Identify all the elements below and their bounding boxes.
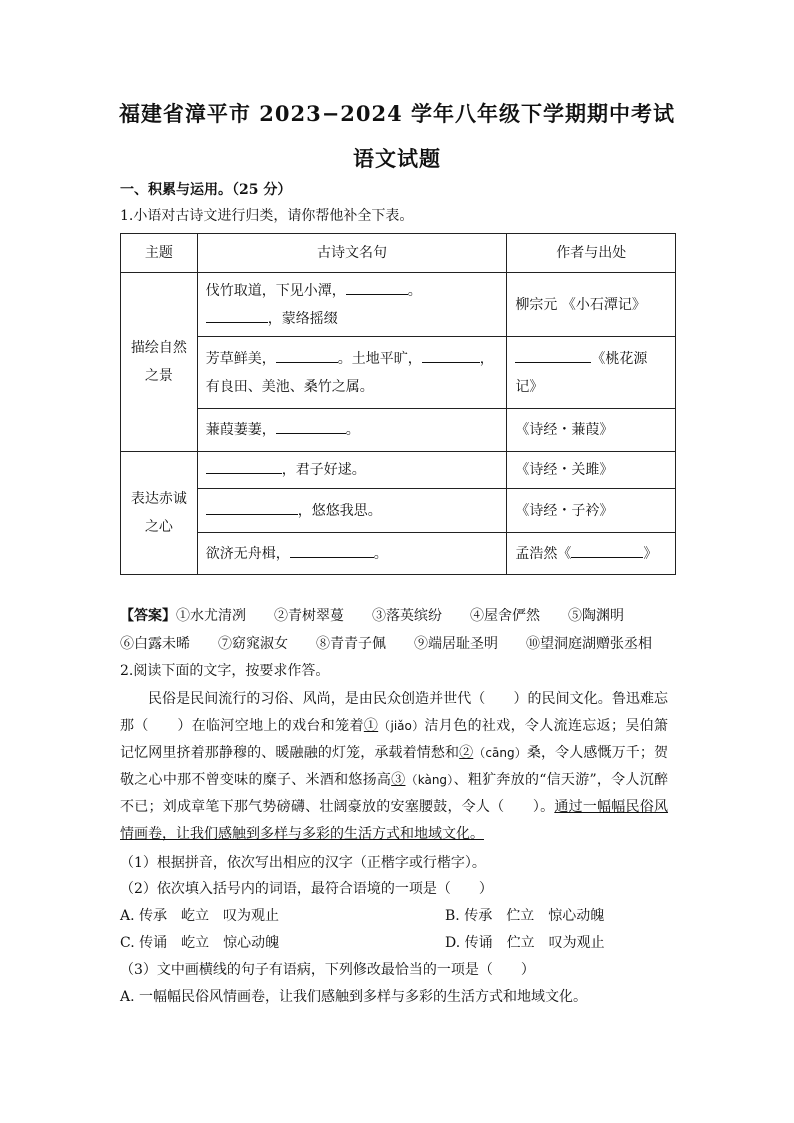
answer-item: ⑥白露未晞 bbox=[120, 636, 190, 652]
option-a: A. 传承 屹立 叹为观止 bbox=[120, 908, 280, 924]
lines-cell: ，悠悠我思。 bbox=[197, 489, 507, 533]
answer-line-1 bbox=[120, 606, 624, 626]
answer-item: ③落英缤纷 bbox=[372, 608, 442, 624]
answer-blank bbox=[571, 543, 643, 558]
page-subtitle: 语文试题 bbox=[353, 146, 441, 171]
table-row bbox=[121, 533, 676, 575]
answer-blank bbox=[515, 348, 591, 363]
pinyin: （cāng） bbox=[473, 746, 527, 760]
sub-question-2: （2）依次填入括号内的词语，最符合语境的一项是（ ） bbox=[120, 881, 493, 897]
sub-3-option-a: A. 一幅幅民俗风情画卷，让我们感触到多样与多彩的生活方式和地域文化。 bbox=[120, 989, 588, 1005]
lines-cell: ，君子好逑。 bbox=[197, 452, 507, 489]
lines-cell: 芳草鲜美， 。土地平旷， ， 有良田、美池、桑竹之属。 bbox=[197, 337, 507, 409]
sub-question-1: （1）根据拼音，依次写出相应的汉字（正楷字或行楷字）。 bbox=[120, 855, 486, 871]
poem-table bbox=[120, 233, 676, 575]
answer-item: ⑩望洞庭湖赠张丞相 bbox=[526, 636, 652, 652]
reading-passage: 民俗是民间流行的习俗、风尚，是由民众创造并世代（ ）的民间文化。鲁迅难忘那（ ）在临河空地上的戏台和笼着①（jiǎo）洁月色的社戏，令人流连忘返；吴伯箫记忆网里挤着那静穆的、暖融融的灯笼，承载着情愁和②（cāng）桑，令人感慨万千；贺敬之心中那不曾变味的糜子、米酒和悠扬高③（kàng）、粗犷奔放的“信天游”，令人沉醉不已；刘成章笔下那气势磅礴、壮阔豪放的安塞腰鼓，令人（ ）。通过一幅幅民俗风情画卷，让我们感触到多样与多彩的生活方式和地域文化。 bbox=[120, 691, 669, 842]
answer-blank bbox=[346, 280, 408, 295]
source-cell: 《桃花源 记》 bbox=[507, 337, 676, 409]
option-b: B. 传承 伫立 惊心动魄 bbox=[445, 908, 605, 924]
answer-blank bbox=[290, 543, 374, 558]
source-cell: 《诗经・关雎》 bbox=[507, 452, 676, 489]
blank-marker: ① bbox=[363, 718, 379, 734]
table-row bbox=[121, 489, 676, 533]
pinyin: （kàng） bbox=[405, 773, 454, 787]
answer-item: ①水尤清冽 bbox=[176, 608, 246, 624]
underlined-sentence: 通过一幅幅民俗风情画卷，让我们感触到多样与多彩的生活方式和地域文化。 bbox=[120, 799, 669, 842]
lines-cell: 蒹葭萋萋， 。 bbox=[197, 409, 507, 452]
section-heading: 一、积累与运用。（25 分） bbox=[120, 182, 292, 198]
blank-marker: ③ bbox=[391, 772, 406, 788]
option-d: D. 传诵 伫立 叹为观止 bbox=[445, 935, 605, 951]
header-source: 作者与出处 bbox=[507, 234, 676, 273]
table-row bbox=[121, 337, 676, 409]
header-theme: 主题 bbox=[121, 234, 198, 273]
header-lines: 古诗文名句 bbox=[197, 234, 507, 273]
question-1-prompt: 1.小语对古诗文进行归类，请你帮他补全下表。 bbox=[120, 208, 414, 224]
table-header-row bbox=[121, 234, 676, 273]
table-row bbox=[121, 452, 676, 489]
answer-line-2 bbox=[120, 634, 652, 654]
answer-item: ⑧青青子佩 bbox=[316, 636, 386, 652]
lines-cell: 欲济无舟楫， 。 bbox=[197, 533, 507, 575]
sub-question-3: （3）文中画横线的句子有语病，下列修改最恰当的一项是（ ） bbox=[120, 962, 535, 978]
answer-item: ④屋舍俨然 bbox=[470, 608, 540, 624]
source-cell: 《诗经・蒹葭》 bbox=[507, 409, 676, 452]
answer-item: ⑨端居耻圣明 bbox=[414, 636, 498, 652]
table-row bbox=[121, 409, 676, 452]
option-c: C. 传诵 屹立 惊心动魄 bbox=[120, 935, 280, 951]
answer-label: 【答案】 bbox=[120, 608, 176, 624]
source-cell: 孟浩然《 》 bbox=[507, 533, 676, 575]
answer-blank bbox=[276, 348, 338, 363]
answer-item: ⑤陶渊明 bbox=[568, 608, 624, 624]
table-row bbox=[121, 273, 676, 337]
answer-item: ②青树翠蔓 bbox=[274, 608, 344, 624]
answer-blank bbox=[422, 348, 480, 363]
lines-cell: 伐竹取道，下见小潭， 。 ，蒙络摇缀 bbox=[197, 273, 507, 337]
theme-cell-nature: 描绘自然 之景 bbox=[121, 273, 198, 452]
question-2-prompt: 2.阅读下面的文字，按要求作答。 bbox=[120, 663, 330, 679]
answer-blank bbox=[206, 459, 282, 474]
answer-item: ⑦窈窕淑女 bbox=[218, 636, 288, 652]
theme-cell-sincerity: 表达赤诚 之心 bbox=[121, 452, 198, 575]
blank-marker: ② bbox=[459, 745, 474, 761]
source-cell: 柳宗元 《小石潭记》 bbox=[507, 273, 676, 337]
page-title: 福建省漳平市 2023−2024 学年八年级下学期期中考试 bbox=[118, 101, 676, 126]
answer-blank bbox=[206, 308, 268, 323]
answer-blank bbox=[206, 500, 298, 515]
pinyin: （jiǎo） bbox=[378, 719, 425, 733]
answer-blank bbox=[276, 419, 346, 434]
source-cell: 《诗经・子衿》 bbox=[507, 489, 676, 533]
